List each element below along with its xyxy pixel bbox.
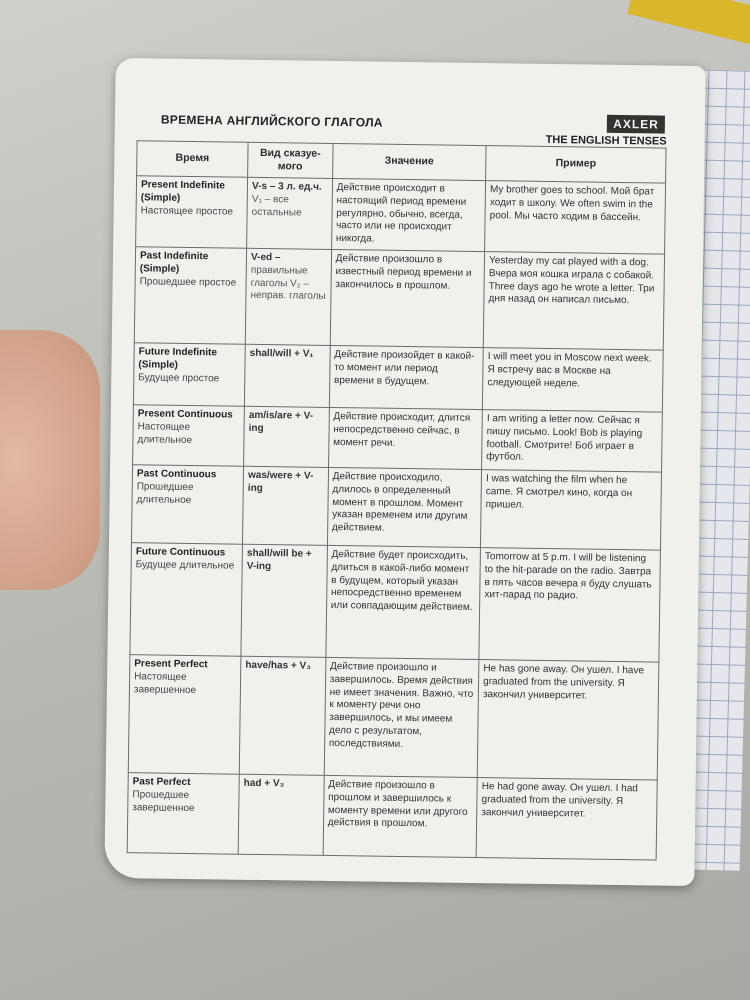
- form-rest: V₁ – все остальные: [251, 193, 302, 219]
- meaning-cell: Действие произойдет в какой-то момент или период времени в будущем.: [329, 345, 483, 409]
- tense-name-cell: [133, 405, 245, 467]
- form-main: shall/will be + V-ing: [246, 547, 312, 572]
- predicate-form-cell: [243, 466, 329, 545]
- tense-name-ru: Будущее простое: [138, 371, 220, 384]
- meaning-cell: Действие произошло в известный период времени и закончилось в прошлом.: [330, 249, 485, 347]
- tense-name-ru: Настоящее завершенное: [133, 671, 197, 696]
- hand: [0, 330, 100, 590]
- column-header: Пример: [486, 146, 666, 184]
- table-row: [131, 465, 661, 550]
- tense-name-cell: [128, 655, 241, 775]
- predicate-form-cell: [247, 177, 333, 249]
- form-main: had + V₃: [243, 777, 285, 790]
- tense-name-cell: [127, 773, 239, 855]
- form-rest: правильные глаголы V₂ – неправ. глаголы: [250, 264, 326, 303]
- predicate-form-cell: [238, 774, 324, 855]
- predicate-form-cell: [244, 344, 329, 407]
- page-subtitle: THE ENGLISH TENSES: [545, 133, 667, 148]
- table-row: [128, 655, 659, 780]
- tense-name-cell: [134, 247, 246, 345]
- column-header: Вид сказуе- мого: [248, 142, 333, 178]
- predicate-form-cell: [239, 656, 325, 775]
- table-row: [133, 343, 663, 412]
- table-row: [136, 176, 666, 254]
- meaning-cell: Действие происходит в настоящий период времени регулярно, обычно, всегда, часто или не происходит никогда.: [331, 178, 485, 251]
- tense-name-cell: [130, 543, 243, 657]
- form-main: was/were + V-ing: [247, 469, 314, 494]
- column-header: Значение: [332, 143, 486, 180]
- tense-name-ru: Прошедшее завершенное: [132, 789, 195, 814]
- tense-name-ru: Будущее длительное: [135, 559, 235, 572]
- form-main: V-ed –: [250, 251, 281, 264]
- form-main: have/has + V₃: [245, 659, 311, 672]
- tense-name-en: Past Indefinite (Simple): [139, 250, 209, 275]
- predicate-form-cell: [241, 544, 327, 657]
- tense-name-en: Future Continuous: [135, 546, 226, 559]
- tense-name-cell: [131, 465, 243, 545]
- tense-name-cell: [133, 343, 245, 407]
- example-cell: He has gone away. Он ушел. I have graduated from the university. Я закончил университет.: [477, 660, 659, 781]
- tense-name-en: Present Perfect: [134, 658, 208, 671]
- example-cell: He had gone away. Он ушел. I had graduated from the university. Я закончил университет.: [476, 778, 657, 861]
- table-row: [127, 773, 657, 860]
- form-main: shall/will + V₁: [249, 347, 314, 360]
- tense-name-ru: Настоящее простое: [140, 204, 234, 218]
- predicate-form-cell: [245, 248, 331, 345]
- example-cell: I am writing a letter now. Сейчас я пишу письмо. Look! Bob is playing football. Смотрите! Боб играет в футбол.: [482, 410, 663, 473]
- example-cell: I was watching the film when he came. Я смотрел кино, когда он пришел.: [481, 470, 662, 551]
- example-cell: Yesterday my cat played with a dog. Вчера моя кошка играла с собакой. Three days ago he wrote a letter. Три дня назад он написал письмо.: [483, 252, 664, 351]
- brand-logo: AXLER: [607, 115, 665, 134]
- meaning-cell: Действие происходит, длится непосредственно сейчас, в момент речи.: [328, 407, 482, 469]
- table-row: [134, 247, 664, 350]
- tense-name-en: Past Perfect: [132, 776, 191, 789]
- yellow-pencil: [627, 0, 750, 45]
- column-header: Время: [137, 141, 249, 178]
- tense-name-ru: Прошедшее длительное: [136, 481, 194, 506]
- meaning-cell: Действие произошло и завершилось. Время действия не имеет значения. Важно, что к моменту речи оно завершилось, и мы имеем дело с результатом, последствиями.: [324, 657, 479, 777]
- form-main: V-s – 3 л. ед.ч.: [251, 180, 322, 193]
- tense-name-en: Present Continuous: [137, 408, 233, 421]
- tense-name-cell: [136, 176, 248, 249]
- meaning-cell: Действие будет происходить, длиться в какой-либо момент в будущем, который указан непосредственно временем или совпадающим действием.: [326, 545, 481, 659]
- tense-reference-card: [104, 58, 705, 886]
- form-main: am/is/are + V-ing: [248, 409, 314, 434]
- tenses-table: [127, 140, 667, 860]
- predicate-form-cell: [244, 406, 329, 467]
- tense-name-en: Present Indefinite (Simple): [140, 179, 225, 204]
- tense-name-ru: Настоящее длительное: [137, 421, 193, 446]
- example-cell: I will meet you in Moscow next week. Я встречу вас в Москве на следующей неделе.: [482, 348, 663, 413]
- tense-name-ru: Прошедшее простое: [139, 275, 237, 289]
- table-row: [133, 405, 663, 472]
- example-cell: My brother goes to school. Мой брат ходит в школу. We often swim in the pool. Мы часто ходим в бассейн.: [485, 181, 666, 254]
- tense-name-en: Future Indefinite (Simple): [138, 346, 218, 371]
- meaning-cell: Действие произошло в прошлом и завершилось к моменту времени или другого действия в прошлом.: [323, 775, 478, 857]
- example-cell: Tomorrow at 5 p.m. I will be listening to the hit-parade on the radio. Завтра в пять часов вечера я буду слушать хит-парад по радио.: [479, 548, 660, 663]
- meaning-cell: Действие происходило, длилось в определенный момент в прошлом. Момент указан временем или другим действием.: [327, 467, 481, 547]
- table-row: [130, 543, 661, 662]
- page-title: ВРЕМЕНА АНГЛИЙСКОГО ГЛАГОЛА: [160, 112, 383, 130]
- tense-name-en: Past Continuous: [136, 468, 217, 481]
